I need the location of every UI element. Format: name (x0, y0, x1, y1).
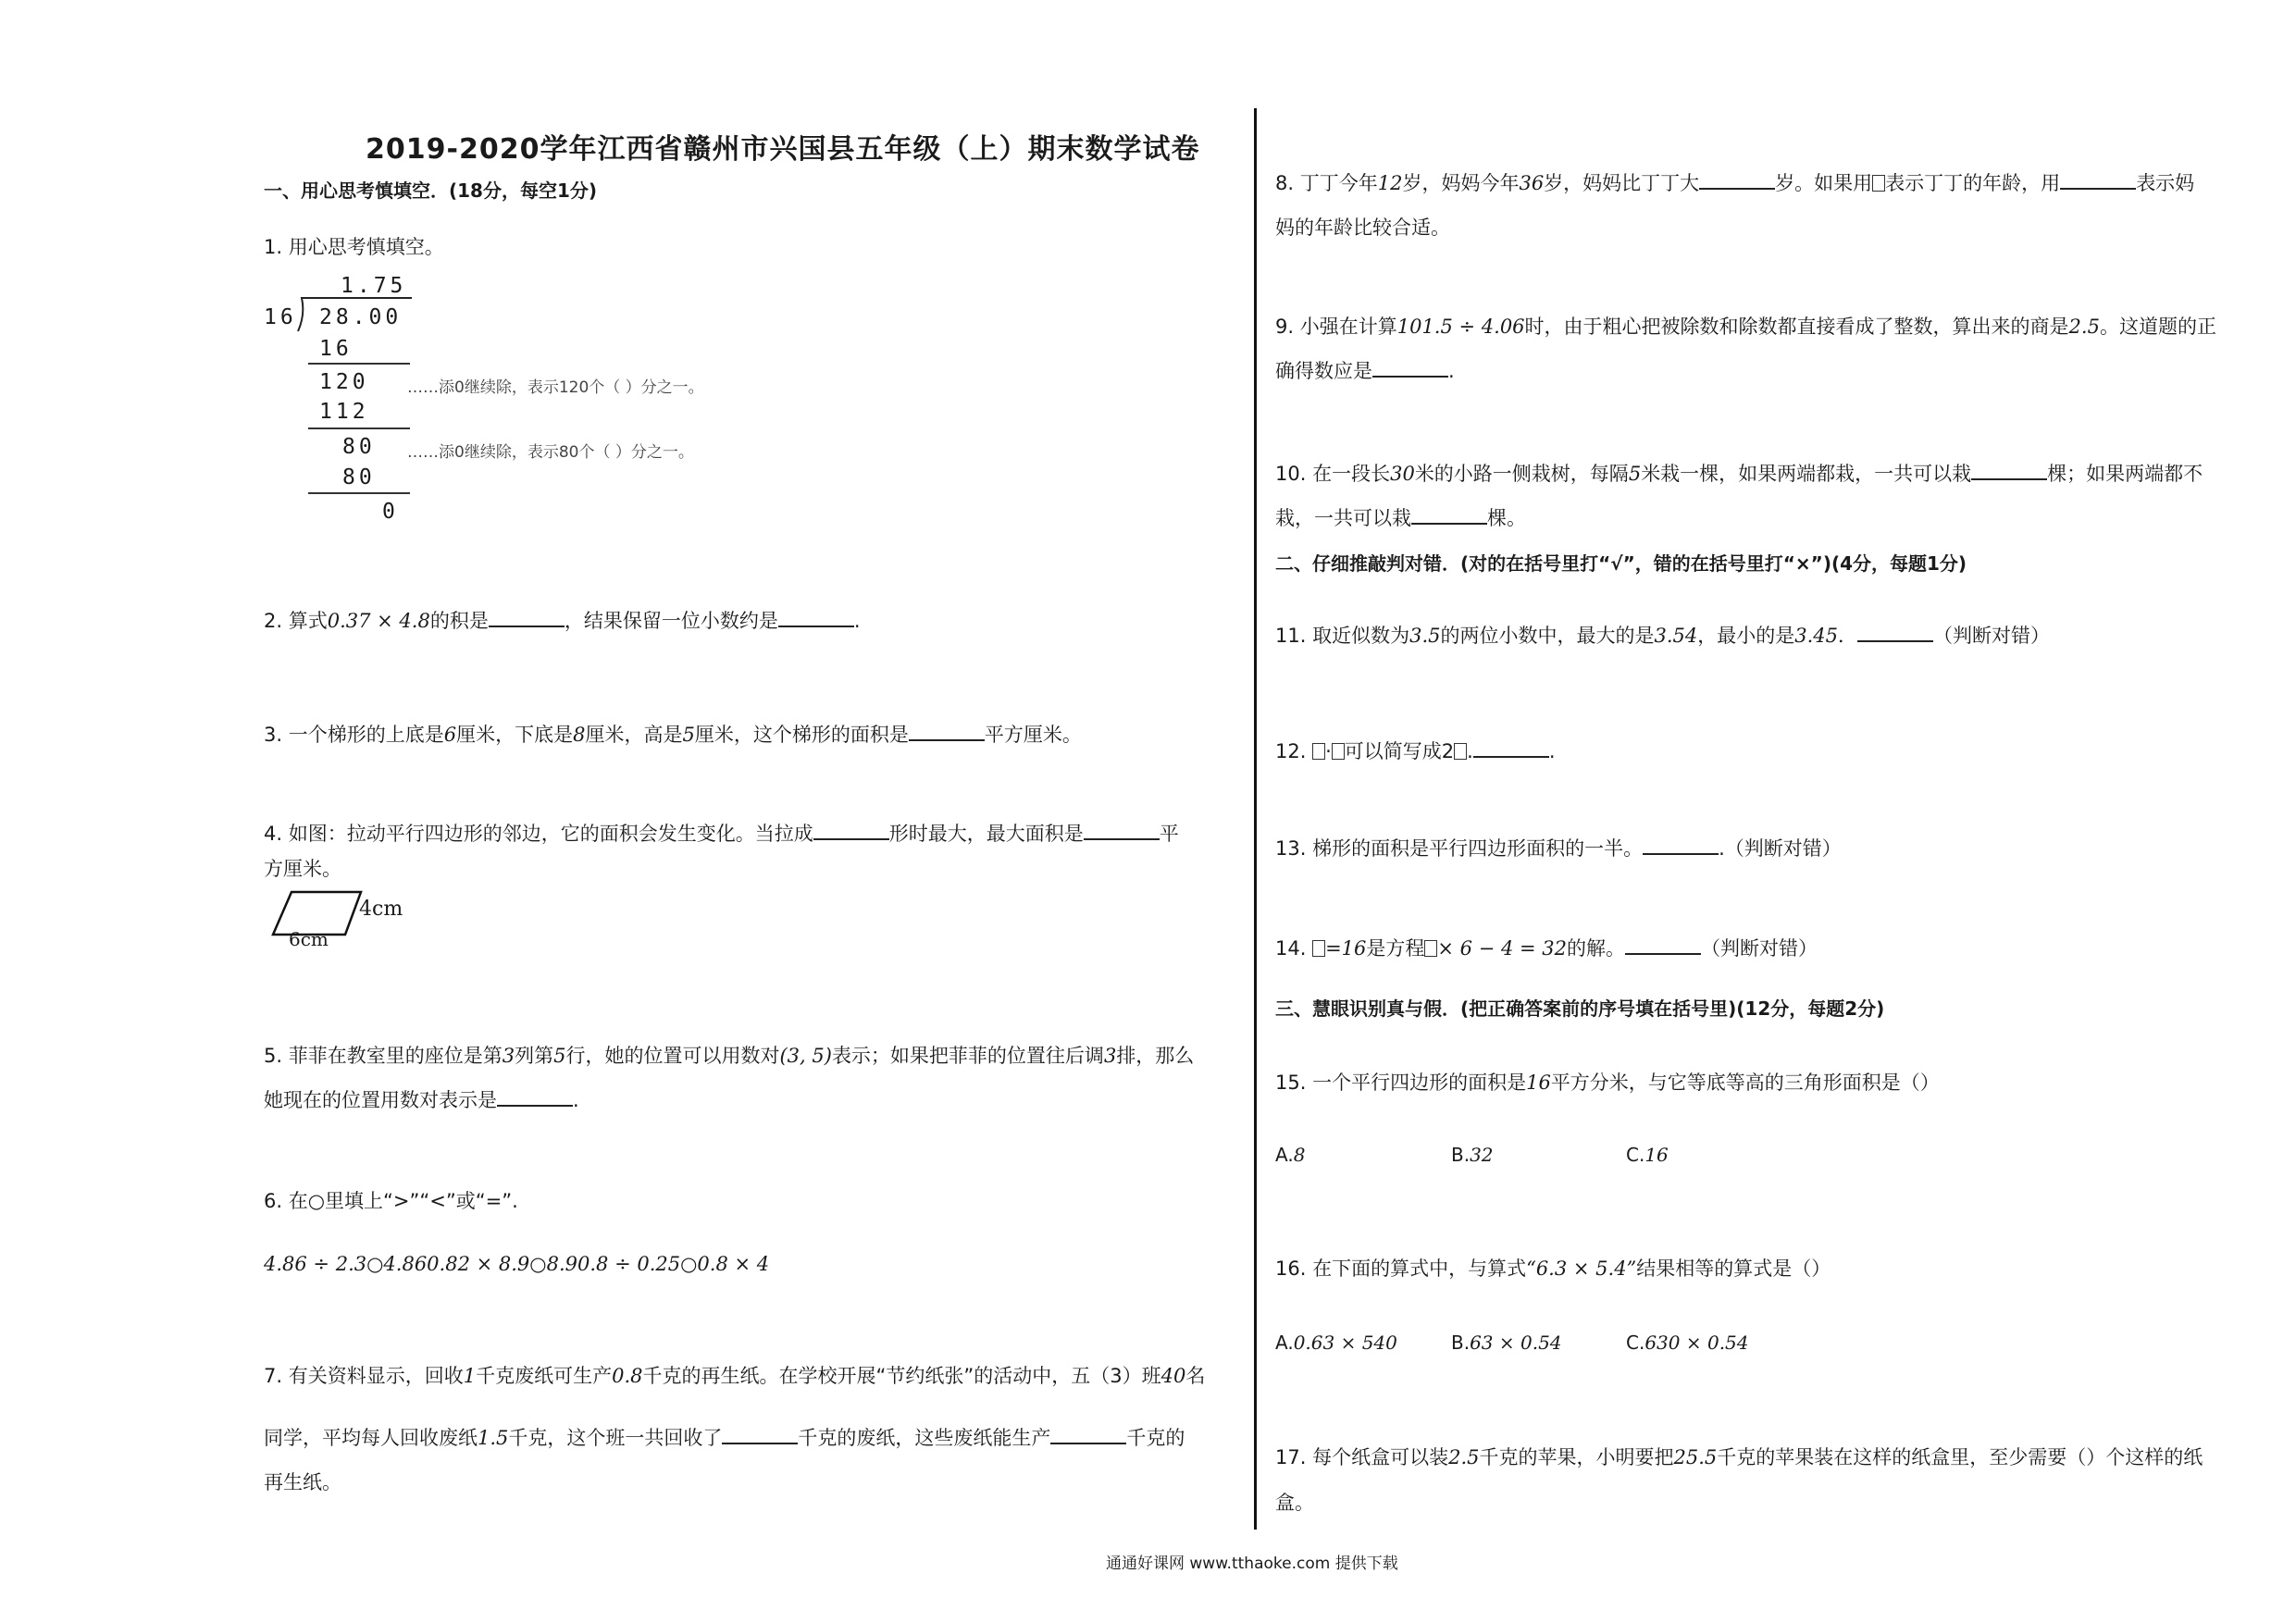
answer-blank[interactable] (1857, 621, 1933, 642)
question-9-line-2: 确得数应是 . (1275, 349, 1455, 393)
question-10-line-2: 栽，一共可以栽 棵。 (1275, 496, 1526, 540)
question-12: 12. · 可以简写成2 . . (1275, 729, 1556, 774)
question-6-expression: 4.86 ÷ 2.3○4.860.82 × 8.9○8.90.8 ÷ 0.25○0.8 × 4 (264, 1253, 770, 1275)
question-4-line-2: 方厘米。 (264, 858, 341, 880)
parallelogram-base-label: 6cm (289, 928, 329, 950)
answer-blank[interactable] (1699, 168, 1775, 190)
answer-blank[interactable] (1084, 819, 1160, 840)
question-3: 3. 一个梯形的上底是6厘米，下底是8厘米，高是5厘米，这个梯形的面积是 平方厘米。 (264, 712, 1082, 757)
answer-blank[interactable] (497, 1085, 573, 1107)
question-5-line-1: 5. 菲菲在教室里的座位是第3列第5行，她的位置可以用数对(3, 5)表示；如果把菲菲的位置往后调3排，那么 (264, 1045, 1195, 1067)
missing-symbol-icon (1312, 940, 1325, 957)
question-7-line-3: 再生纸。 (264, 1471, 341, 1493)
parallelogram-side-label: 4cm (359, 898, 403, 921)
question-16-option-b[interactable]: B.63 × 0.54 (1451, 1332, 1562, 1354)
division-remainder: 0 (382, 500, 399, 524)
missing-symbol-icon (1454, 743, 1467, 760)
division-step-2: 120 (319, 370, 369, 394)
question-17-line-2: 盒。 (1275, 1492, 1314, 1514)
question-15-option-c[interactable]: C.16 (1626, 1144, 1669, 1166)
missing-symbol-icon (1872, 175, 1885, 192)
answer-blank[interactable] (813, 819, 889, 840)
division-quotient: 1.75 (341, 274, 407, 298)
section-2-heading: 二、仔细推敲判对错．(对的在括号里打“√”，错的在括号里打“×”)(4分，每题1分) (1275, 552, 1967, 575)
answer-blank[interactable] (1971, 459, 2047, 480)
question-2: 2. 算式0.37 × 4.8的积是 ，结果保留一位小数约是 . (264, 599, 861, 643)
answer-blank[interactable] (1473, 737, 1549, 758)
division-dividend: 28.00 (319, 305, 403, 329)
question-11: 11. 取近似数为3.5的两位小数中，最大的是3.54，最小的是3.45． （判断对错） (1275, 613, 2050, 658)
question-17-line-1: 17. 每个纸盒可以装2.5千克的苹果，小明要把25.5千克的苹果装在这样的纸盒里，至少需要（）个这样的纸 (1275, 1446, 2203, 1468)
question-15-option-a[interactable]: A.8 (1275, 1144, 1306, 1166)
question-13: 13. 梯形的面积是平行四边形面积的一半。 .（判断对错） (1275, 826, 1842, 871)
answer-blank[interactable] (1372, 356, 1448, 378)
question-5-line-2: 她现在的位置用数对表示是 . (264, 1078, 579, 1122)
answer-blank[interactable] (489, 606, 565, 627)
question-9-line-1: 9. 小强在计算101.5 ÷ 4.06时，由于粗心把被除数和除数都直接看成了整数，算出来的商是2.5。这道题的正 (1275, 316, 2216, 338)
missing-symbol-icon (1424, 940, 1437, 957)
division-step-4: 80 (342, 435, 376, 459)
answer-blank[interactable] (909, 720, 985, 741)
division-note-1: ……添0继续除，表示120个（ ）分之一。 (407, 378, 704, 397)
answer-blank[interactable] (722, 1423, 798, 1444)
question-14: 14. =16是方程 × 6 − 4 = 32的解。 （判断对错） (1275, 926, 1818, 971)
division-line-2 (308, 427, 410, 429)
section-3-heading: 三、慧眼识别真与假．(把正确答案前的序号填在括号里)(12分，每题2分) (1275, 997, 1885, 1020)
question-10-line-1: 10. 在一段长30米的小路一侧栽树，每隔5米栽一棵，如果两端都栽，一共可以栽 棵；如果两端都不 (1275, 452, 2203, 496)
question-8-line-2: 妈的年龄比较合适。 (1275, 217, 1450, 239)
question-1-label: 1. 用心思考慎填空。 (264, 236, 444, 258)
column-divider (1254, 108, 1257, 1530)
question-7-line-1: 7. 有关资料显示，回收1千克废纸可生产0.8千克的再生纸。在学校开展“节约纸张”的活动中，五（3）班40名 (264, 1365, 1206, 1387)
division-step-5: 80 (342, 465, 376, 489)
question-15: 15. 一个平行四边形的面积是16平方分米，与它等底等高的三角形面积是（） (1275, 1072, 1940, 1094)
question-6: 6. 在○里填上“>”“<”或“=”. (264, 1190, 518, 1212)
division-note-2: ……添0继续除，表示80个（ ）分之一。 (407, 443, 694, 462)
answer-blank[interactable] (778, 606, 854, 627)
answer-blank[interactable] (1643, 834, 1719, 855)
question-15-option-b[interactable]: B.32 (1451, 1144, 1494, 1166)
question-7-line-2: 同学，平均每人回收废纸1.5千克，这个班一共回收了 千克的废纸，这些废纸能生产 千克的 (264, 1416, 1185, 1460)
page-title: 2019-2020学年江西省赣州市兴国县五年级（上）期末数学试卷 (366, 133, 1200, 166)
question-8-line-1: 8. 丁丁今年12岁，妈妈今年36岁，妈妈比丁丁大 岁。如果用 表示丁丁的年龄，用 表示妈 (1275, 161, 2194, 205)
division-step-1: 16 (319, 337, 353, 361)
division-divisor: 16 (264, 305, 297, 329)
division-line-1 (308, 363, 410, 365)
missing-symbol-icon (1312, 743, 1325, 760)
answer-blank[interactable] (1050, 1423, 1126, 1444)
question-16-option-c[interactable]: C.630 × 0.54 (1626, 1332, 1749, 1354)
question-16-option-a[interactable]: A.0.63 × 540 (1275, 1332, 1397, 1354)
missing-symbol-icon (1332, 743, 1345, 760)
section-1-heading: 一、用心思考慎填空．(18分，每空1分) (264, 180, 598, 202)
division-line-3 (308, 492, 410, 494)
question-16: 16. 在下面的算式中，与算式“6.3 × 5.4”结果相等的算式是（） (1275, 1258, 1831, 1280)
question-4-line-1: 4. 如图：拉动平行四边形的邻边，它的面积会发生变化。当拉成 形时最大，最大面积是 平 (264, 812, 1179, 856)
answer-blank[interactable] (1625, 934, 1701, 955)
answer-blank[interactable] (1411, 503, 1487, 525)
answer-blank[interactable] (2060, 168, 2136, 190)
division-step-3: 112 (319, 400, 369, 424)
page-footer: 通通好课网 www.tthaoke.com 提供下载 (1106, 1555, 1398, 1573)
